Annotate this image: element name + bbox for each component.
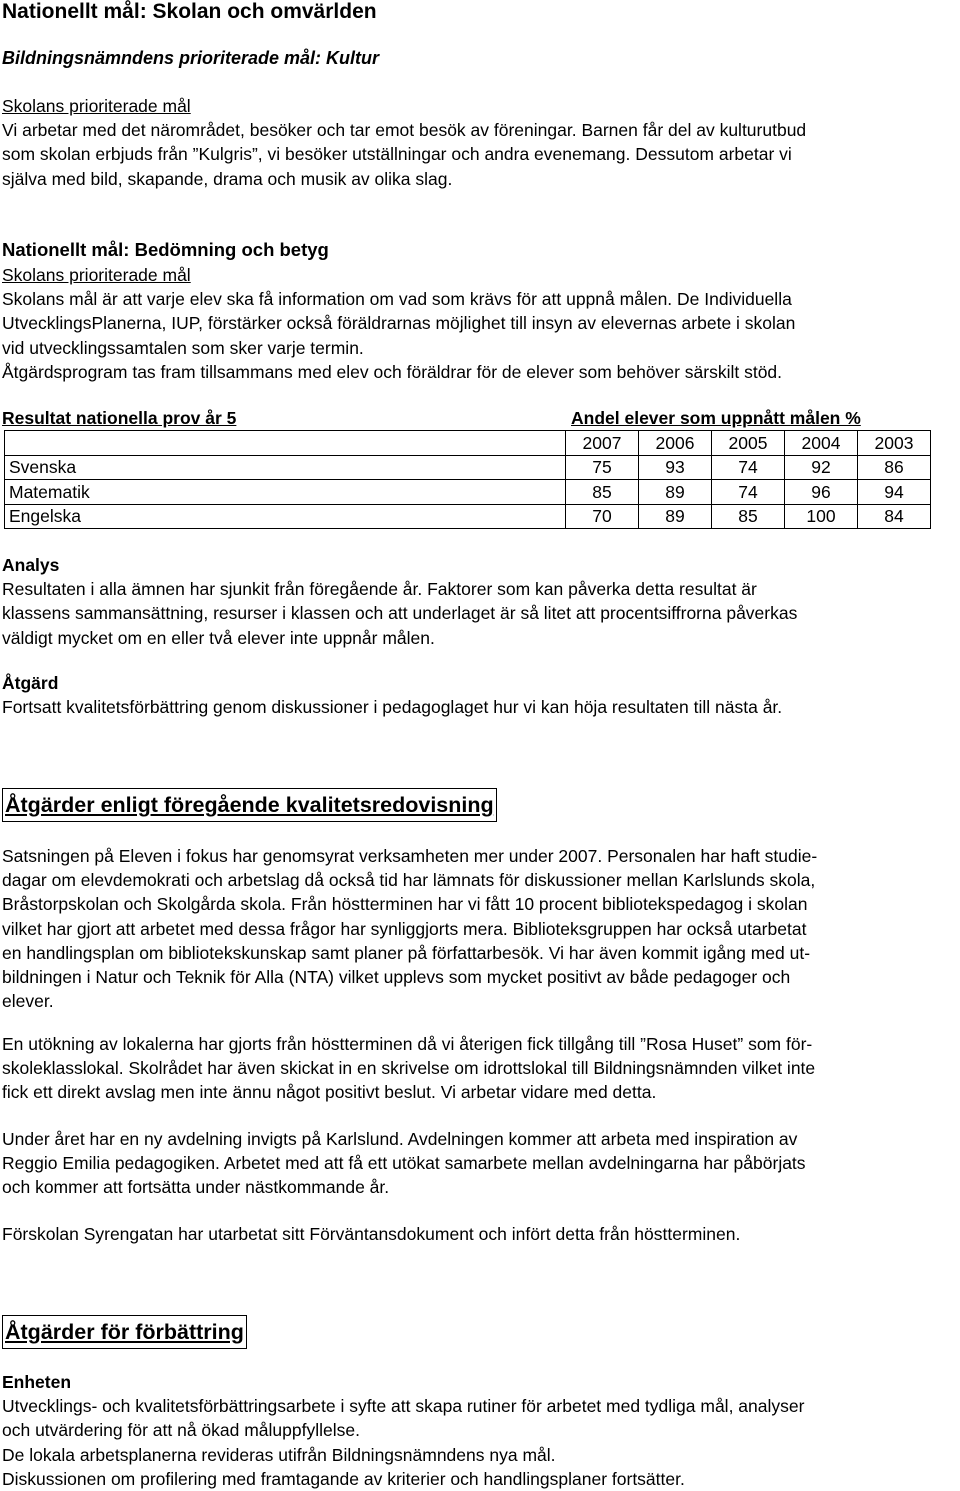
text-line: De lokala arbetsplanerna revideras utifrån Bildningsnämndens nya mål.	[2, 1444, 556, 1465]
text-line: Vi arbetar med det närområdet, besöker och tar emot besök av föreningar. Barnen får del av kulturutbud	[2, 120, 807, 141]
year-cell: 2004	[785, 431, 858, 456]
table-row	[5, 504, 931, 529]
prev-body-2	[2, 1032, 957, 1105]
improve-heading-wrap	[2, 1315, 957, 1349]
improve-heading: Åtgärder för förbättring	[2, 1315, 247, 1349]
atgard-section	[2, 671, 957, 719]
value-cell: 85	[712, 504, 785, 529]
text-line: Skolans mål är att varje elev ska få information om vad som krävs för att uppnå målen. De Individuella	[2, 289, 792, 310]
prev-body	[2, 844, 957, 1013]
prev-body-4	[2, 1222, 957, 1246]
section-title-bedomning: Nationellt mål: Bedömning och betyg	[2, 239, 329, 260]
text-line: Resultaten i alla ämnen har sjunkit från föregående år. Faktorer som kan påverka detta resultat är	[2, 579, 757, 600]
text-line: klassens sammansättning, resurser i klassen och att underlaget är så litet att procentsiffrorna påverkas	[2, 603, 798, 624]
text-line: och kommer att fortsätta under nästkommande år.	[2, 1177, 390, 1198]
results-heading-right: Andel elever som uppnått målen %	[571, 408, 861, 428]
section-title-omvarlden: Nationellt mål: Skolan och omvärlden	[2, 0, 377, 23]
subject-cell: Engelska	[5, 504, 566, 529]
text-line: dagar om elevdemokrati och arbetslag då också tid har lämnats för diskussioner mellan Karlslunds skola,	[2, 870, 816, 891]
table-row	[5, 455, 931, 480]
subject-cell: Svenska	[5, 455, 566, 480]
subject-cell: Matematik	[5, 480, 566, 505]
value-cell: 74	[712, 480, 785, 505]
text-line: vid utvecklingssamtalen som sker varje termin.	[2, 337, 364, 358]
improve-body	[2, 1370, 957, 1491]
text-line: Diskussionen om profilering med framtagande av kriterier och handlingsplaner fortsätter.	[2, 1468, 685, 1489]
value-cell: 86	[858, 455, 931, 480]
value-cell: 100	[785, 504, 858, 529]
prev-body-3	[2, 1127, 957, 1200]
text-line: elever.	[2, 991, 54, 1012]
improve-subtitle: Enheten	[2, 1372, 72, 1392]
text-line: Åtgärdsprogram tas fram tillsammans med elev och föräldrar för de elever som behöver särskilt stöd.	[2, 361, 783, 382]
priority-label: Skolans prioriterade mål	[2, 96, 191, 116]
prev-heading: Åtgärder enligt föregående kvalitetsredovisning	[2, 788, 497, 822]
analys-section	[2, 553, 957, 650]
table-cell	[5, 431, 566, 456]
text-line: Under året har en ny avdelning invigts på Karlslund. Avdelningen kommer att arbeta med inspiration av	[2, 1129, 798, 1149]
section-subtitle-kultur: Bildningsnämndens prioriterade mål: Kultur	[2, 48, 380, 68]
priority-label: Skolans prioriterade mål	[2, 265, 191, 285]
table-header-row	[5, 431, 931, 456]
atgard-title: Åtgärd	[2, 673, 59, 693]
value-cell: 89	[639, 504, 712, 529]
value-cell: 75	[566, 455, 639, 480]
text-line: Fortsatt kvalitetsförbättring genom diskussioner i pedagoglaget hur vi kan höja resultaten till nästa år.	[2, 697, 783, 718]
text-line: och utvärdering för att nå ökad måluppfyllelse.	[2, 1420, 360, 1441]
value-cell: 93	[639, 455, 712, 480]
text-line: Förskolan Syrengatan har utarbetat sitt Förväntansdokument och infört detta från höstterminen.	[2, 1224, 741, 1244]
year-cell: 2007	[566, 431, 639, 456]
value-cell: 85	[566, 480, 639, 505]
text-line: vilket har gjort att arbetet med dessa frågor har synliggjorts mera. Biblioteksgruppen har också utarbetat	[2, 918, 807, 939]
value-cell: 96	[785, 480, 858, 505]
value-cell: 94	[858, 480, 931, 505]
section1-body	[2, 94, 957, 191]
text-line: Utvecklings- och kvalitetsförbättringsarbete i syfte att skapa rutiner för arbetet med tydliga mål, analyser	[2, 1396, 805, 1417]
text-line: väldigt mycket om en eller två elever inte uppnår målen.	[2, 627, 435, 648]
value-cell: 74	[712, 455, 785, 480]
text-line: Bråstorpskolan och Skolgårda skola. Från höstterminen har vi fått 10 procent bibliotekspedagog i skolan	[2, 894, 808, 915]
text-line: Satsningen på Eleven i fokus har genomsyrat verksamheten mer under 2007. Personalen har haft studie-	[2, 846, 818, 866]
section2-body	[2, 263, 957, 384]
year-cell: 2005	[712, 431, 785, 456]
results-table	[4, 430, 931, 529]
year-cell: 2003	[858, 431, 931, 456]
text-line: Reggio Emilia pedagogiken. Arbetet med att få ett utökat samarbete mellan avdelningarna har påbörjats	[2, 1153, 806, 1174]
prev-heading-wrap	[2, 788, 957, 822]
results-heading: Resultat nationella prov år 5	[2, 408, 237, 428]
text-line: fick ett direkt avslag men inte ännu något positivt beslut. Vi arbetar vidare med detta.	[2, 1082, 657, 1103]
text-line: skoleklasslokal. Skolrådet har även skickat in en skrivelse om idrottslokal till Bildningsnämnden vilket inte	[2, 1058, 816, 1079]
value-cell: 84	[858, 504, 931, 529]
text-line: UtvecklingsPlanerna, IUP, förstärker också föräldrarnas möjlighet till insyn av elevernas arbete i skolan	[2, 313, 796, 334]
analys-title: Analys	[2, 555, 60, 575]
text-line: bildningen i Natur och Teknik för Alla (NTA) vilket upplevs som mycket positivt av både pedagoger och	[2, 967, 791, 988]
value-cell: 70	[566, 504, 639, 529]
table-row	[5, 480, 931, 505]
year-cell: 2006	[639, 431, 712, 456]
text-line: själva med bild, skapande, drama och musik av olika slag.	[2, 168, 453, 189]
text-line: En utökning av lokalerna har gjorts från höstterminen då vi återigen fick tillgång till ”Rosa Huset” som för-	[2, 1034, 813, 1054]
text-line: en handlingsplan om bibliotekskunskap samt planer på författarbesök. Vi har även kommit igång med ut-	[2, 942, 811, 963]
text-line: som skolan erbjuds från ”Kulgris”, vi besöker utställningar och andra evenemang. Dessutom arbetar vi	[2, 144, 792, 165]
value-cell: 92	[785, 455, 858, 480]
value-cell: 89	[639, 480, 712, 505]
